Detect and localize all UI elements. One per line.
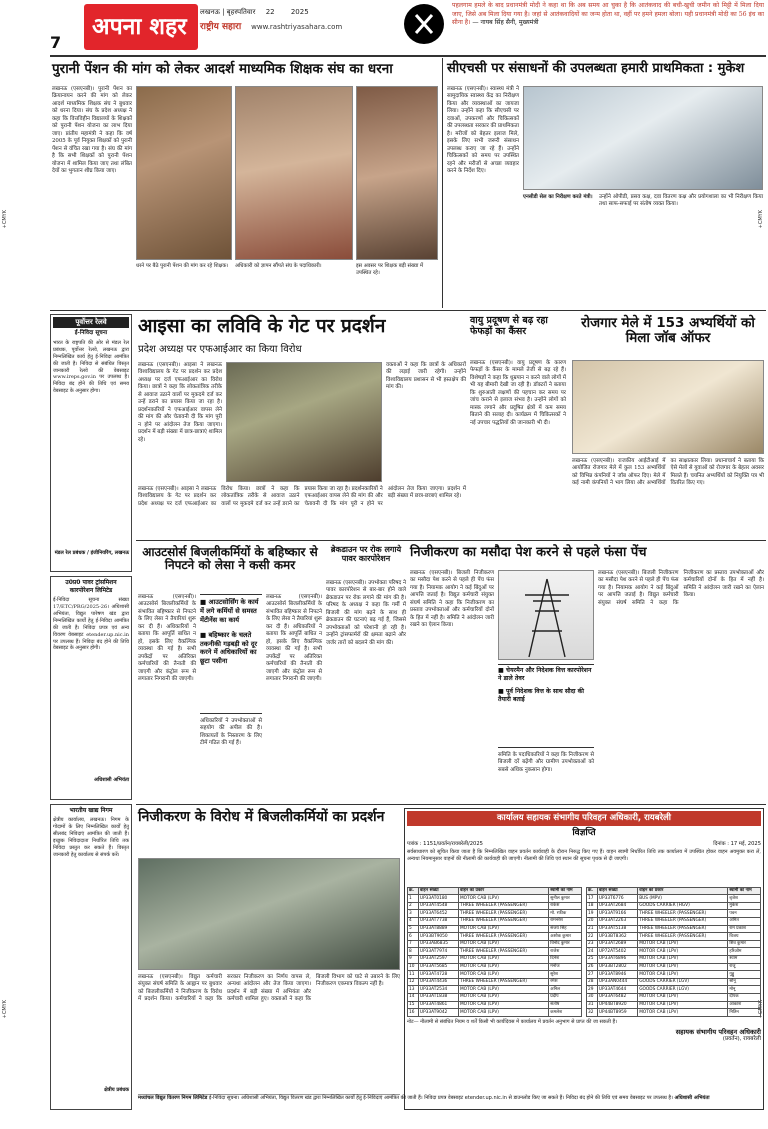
- notice-power-body: ई-निविदा सूचना संख्या 17/ETC/PRG/2025-26। अधिशासी अभियंता, विद्युत पारेषण खंड द्वारा निम्नलिखित कार्यों हेतु ई-निविदा आमंत्रित की जाती है। निविदा प्रपत्र एवं अन्य विवरण वेबसाइट etender.up.nic.in पर उपलब्ध हैं। निविदा बंद होने की तिथि वेबसाइट के अनुसार होगी।: [53, 597, 129, 652]
- story4-body: लखनऊ (एसएनबी)। वायु प्रदूषण के कारण फेफड़ों के कैंसर के मामले तेजी से बढ़ रहे हैं। विशेषज्ञों ने कहा कि धूम्रपान न करने वाले लोगों में भी यह बीमारी देखी जा रही है। डॉक्टरों ने बताया कि शुरुआती लक्षणों की पहचान कर समय पर जांच कराने से इलाज संभव है। उन्होंने लोगों को मास्क लगाने और प्रदूषित क्षेत्रों में कम समय बिताने की सलाह दी। कार्यक्रम में चिकित्सकों ने नई उपचार पद्धतियों की जानकारी भी दी।: [470, 360, 566, 426]
- notice-fci: [50, 804, 132, 1110]
- vigyapti-signatory: सहायक संभागीय परिवहन अधिकारी: [675, 1027, 761, 1036]
- table-row: [587, 940, 761, 948]
- cell-vehicle-no: UP33AT9042: [418, 1009, 458, 1017]
- col-owner: स्वामी का नाम: [728, 887, 761, 895]
- table-row: [408, 993, 582, 1001]
- story9-headline: निजीकरण के विरोध में बिजलीकर्मियों का प्रदर्शन: [138, 809, 385, 825]
- cell-vehicle-no: UP33AT2684: [597, 902, 637, 910]
- cell-owner: शिव कुमार: [728, 940, 761, 948]
- table-row: [408, 940, 582, 948]
- table-row: [587, 925, 761, 933]
- cell-sno: 8: [408, 948, 419, 956]
- story3-subhead: प्रदेश अध्यक्ष पर एफआईआर का किया विरोध: [138, 344, 302, 355]
- notice-railway-subtitle: ई-निविदा सूचना: [74, 330, 108, 337]
- cell-vehicle-no: UP33AT2597: [418, 955, 458, 963]
- cell-sno: 18: [587, 902, 598, 910]
- story5-photo: [572, 360, 764, 454]
- bullet-icon: ■: [200, 598, 209, 606]
- cell-vehicle-no: UP33AT7738: [418, 918, 458, 926]
- cell-owner: सोनू: [728, 978, 761, 986]
- vigyapti-signatory-2: (प्रवर्तन), रायबरेली: [722, 1036, 761, 1043]
- cell-owner: संजय सिंह: [549, 925, 582, 933]
- cell-vehicle-no: UP72AT5402: [597, 948, 637, 956]
- table-row: [408, 978, 582, 986]
- cell-vehicle-no: UP33AT4861: [418, 1001, 458, 1009]
- notice-discom-body: ई-निविदा सूचना। अधिशासी अभियंता, विद्युत वितरण खंड द्वारा निम्नलिखित कार्यों हेतु ई-निविदाएं आमंत्रित की जाती हैं। निविदा प्रपत्र वेबसाइट etender.up.nic.in से डाउनलोड किए जा सकते हैं। निविदा बंद होने की तिथि एवं समय वेबसाइट पर उपलब्ध है।: [208, 1095, 673, 1101]
- cell-vehicle-type: THREE WHEELER (PASSENGER): [458, 978, 548, 986]
- bullet-icon: ■: [200, 630, 209, 639]
- story1-photo-2: [235, 86, 353, 260]
- cell-vehicle-type: THREE WHEELER (PASSENGER): [638, 933, 728, 941]
- cell-vehicle-type: MOTOR CAB (LPV): [638, 948, 728, 956]
- table-row: [408, 910, 582, 918]
- cell-vehicle-type: THREE WHEELER (PASSENGER): [458, 902, 548, 910]
- story3-body-2: वक्ताओं ने कहा कि छात्रों के अधिकारों की लड़ाई जारी रहेगी। उन्होंने विश्वविद्यालय प्रशासन से भी हस्तक्षेप की मांग की।: [386, 362, 466, 391]
- cell-vehicle-type: THREE WHEELER (PASSENGER): [638, 925, 728, 933]
- cell-owner: पवन: [728, 910, 761, 918]
- date-day: 22: [265, 8, 275, 16]
- cell-owner: विनोद कुमार: [549, 940, 582, 948]
- cell-vehicle-type: THREE WHEELER (PASSENGER): [638, 918, 728, 926]
- cell-owner: नितिन: [728, 1009, 761, 1017]
- vigyapti-notice: [404, 808, 764, 1110]
- cell-owner: आकाश: [728, 1001, 761, 1009]
- story1-headline: पुरानी पेंशन की मांग को लेकर आदर्श माध्यमिक शिक्षक संघ का धरना: [52, 61, 393, 77]
- table-row: [408, 986, 582, 994]
- cell-vehicle-type: GOODS CARRIER (LGV): [638, 978, 728, 986]
- story3-body-continued: लखनऊ (एसएनबी)। आइसा ने लखनऊ विश्वविद्यालय के गेट पर प्रदर्शन कर प्रदेश अध्यक्ष पर दर्ज एफआईआर का विरोध किया। छात्रों ने कहा कि लोकतांत्रिक तरीके से आवाज उठाने वालों पर मुकदमे दर्ज कर उन्हें डराने का प्रयास किया जा रहा है। प्रदर्शनकारियों ने एफआईआर वापस लेने की मांग की और चेतावनी दी कि मांग पूरी न होने पर आंदोलन तेज किया जाएगा। प्रदर्शन में बड़ी संख्या में छात्र-छात्राएं शामिल रहे।: [138, 486, 466, 507]
- row-rule-1: [50, 310, 766, 311]
- cell-sno: 9: [408, 955, 419, 963]
- cell-vehicle-type: MOTOR CAB (LPV): [458, 1009, 548, 1017]
- cell-vehicle-no: UP33AT5685: [418, 963, 458, 971]
- date-year: 2025: [290, 8, 309, 16]
- table-row: [587, 902, 761, 910]
- cell-vehicle-type: MOTOR CAB (LPV): [638, 955, 728, 963]
- cell-vehicle-no: UP33AB6835: [418, 940, 458, 948]
- cell-vehicle-type: MOTOR CAB (LPV): [638, 963, 728, 971]
- col-vehicle-type: वाहन का प्रकार: [638, 887, 728, 895]
- cell-owner: दीपक: [728, 993, 761, 1001]
- cell-vehicle-no: UP33AT4436: [418, 978, 458, 986]
- table-row: [408, 948, 582, 956]
- page-number: 7: [50, 33, 62, 52]
- cell-vehicle-type: MOTOR CAB (LPV): [458, 993, 548, 1001]
- cell-sno: 5: [408, 925, 419, 933]
- story5-headline: रोजगार मेले में 153 अभ्यर्थियों को मिला जॉब ऑफर: [581, 315, 755, 347]
- cell-owner: अमित: [728, 918, 761, 926]
- cell-vehicle-type: MOTOR CAB (LPV): [458, 940, 548, 948]
- cell-vehicle-type: MOTOR CAB (LPV): [638, 940, 728, 948]
- cell-vehicle-type: MOTOR CAB (LPV): [458, 986, 548, 994]
- cell-vehicle-no: UP33BT8362: [597, 933, 637, 941]
- paper-url[interactable]: www.rashtriyasahara.com: [251, 22, 343, 31]
- cell-sno: 11: [408, 971, 419, 979]
- cell-owner: दिनेश: [549, 955, 582, 963]
- cell-owner: राजेश: [549, 948, 582, 956]
- story6-body-3: लखनऊ (एसएनबी)। आउटसोर्स बिजलीकर्मियों के संभावित बहिष्कार से निपटने के लिए लेसा ने तैयारियां शुरू कर दी हैं। अधिकारियों ने बताया कि आपूर्ति बाधित न हो, इसके लिए वैकल्पिक व्यवस्था की गई है। सभी उपकेंद्रों पर अतिरिक्त कर्मचारियों की तैनाती की जाएगी और कंट्रोल रूम से लगातार निगरानी की जाएगी।: [266, 594, 322, 682]
- story7-headline: ब्रेकडाउन पर रोक लगाये पावर कारपोरेशन: [330, 545, 402, 563]
- cell-sno: 31: [587, 1001, 598, 1009]
- cell-sno: 6: [408, 933, 419, 941]
- story2-body-2: उन्होंने ओपीडी, प्रसव कक्ष, दवा वितरण कक्ष और प्रयोगशाला का भी निरीक्षण किया तथा साफ-सफाई पर संतोष व्यक्त किया।: [599, 194, 763, 208]
- cell-vehicle-no: UP44BT8959: [597, 1009, 637, 1017]
- cell-owner: अनिल: [549, 986, 582, 994]
- table-row: [408, 971, 582, 979]
- story6-headline: आउटसोर्स बिजलीकर्मियों के बहिष्कार से निपटने को लेसा ने कसी कमर: [142, 545, 318, 573]
- story9-photo: [138, 858, 400, 970]
- story8-photo: [498, 570, 594, 660]
- cell-vehicle-no: UP33T6776: [597, 895, 637, 903]
- cell-vehicle-no: UP33AT5138: [597, 925, 637, 933]
- cell-vehicle-no: UP33AT9166: [597, 910, 637, 918]
- cell-sno: 22: [587, 933, 598, 941]
- story1-photo-1: [136, 86, 232, 260]
- cell-vehicle-no: UP33AT6896: [597, 955, 637, 963]
- paper-name: राष्ट्रीय सहारा: [200, 22, 242, 33]
- cell-owner: रामनरेश: [549, 918, 582, 926]
- notice-fci-footer: क्षेत्रीय प्रबंधक: [104, 1087, 129, 1094]
- notice-railway: [50, 314, 132, 572]
- cell-vehicle-no: UP33AT4728: [418, 971, 458, 979]
- vigyapti-ref-left: पत्रांक : 1151/प्रवर्तन/रायबरेली/2025: [407, 840, 483, 847]
- table-row: [587, 955, 761, 963]
- column-rule-top: [442, 58, 443, 308]
- table-row: [587, 1009, 761, 1017]
- col-vehicle-type: वाहन का प्रकार: [458, 887, 548, 895]
- cell-vehicle-type: THREE WHEELER (PASSENGER): [458, 910, 548, 918]
- table-row: [587, 933, 761, 941]
- table-row: [408, 902, 582, 910]
- notice-railway-body: भारत के राष्ट्रपति की ओर से मंडल रेल प्रबंधक, पूर्वोत्तर रेलवे, लखनऊ द्वारा निम्नलिखित कार्य हेतु ई-निविदा आमंत्रित की जाती है। निविदा से संबंधित विस्तृत जानकारी रेलवे की वेबसाइट www.ireps.gov.in पर उपलब्ध है। निविदा बंद होने की तिथि एवं समय वेबसाइट के अनुसार होगा।: [53, 339, 129, 395]
- table-row: [408, 1001, 582, 1009]
- table-row: [408, 963, 582, 971]
- table-row: [587, 948, 761, 956]
- cell-vehicle-type: MOTOR CAB (LPV): [458, 895, 548, 903]
- cell-owner: रमेश: [549, 978, 582, 986]
- table-row: [408, 1009, 582, 1017]
- story1-body: लखनऊ (एसएनबी)। पुरानी पेंशन का क्रियान्वयन करने की मांग को लेकर आदर्श माध्यमिक शिक्षक संघ ने बुधवार को धरना दिया। संघ के प्रदेश अध्यक्ष ने कहा कि वित्तविहीन विद्यालयों के शिक्षकों को पुरानी पेंशन योजना का लाभ दिया जाए। प्रांतीय महामंत्री ने कहा कि वर्ष 2005 के पूर्व नियुक्त शिक्षकों को पुरानी पेंशन से वंचित रखा गया है। संघ की मांग है कि सभी शिक्षकों को पुरानी पेंशन योजना में शामिल किया जाए तथा लंबित देयों का भुगतान शीघ्र किया जाए।: [52, 86, 132, 174]
- cmyk-mark-right-bottom: +CMYK: [758, 1000, 764, 1019]
- table-row: [408, 918, 582, 926]
- cell-sno: 7: [408, 940, 419, 948]
- cmyk-mark-left-bottom: +CMYK: [2, 1000, 8, 1019]
- cell-vehicle-no: UP33AN0444: [597, 978, 637, 986]
- bullet-icon: ■: [498, 667, 507, 674]
- table-row: [587, 993, 761, 1001]
- cell-sno: 32: [587, 1009, 598, 1017]
- cell-vehicle-no: UP33AT2689: [597, 940, 637, 948]
- story2-caption: एनसीडी सेल का निरीक्षण करते मंत्री।: [523, 194, 593, 200]
- cell-vehicle-no: UP33AT1838: [418, 993, 458, 1001]
- cell-owner: राकेश: [549, 902, 582, 910]
- cell-sno: 4: [408, 918, 419, 926]
- cell-vehicle-type: MOTOR CAB (LPV): [458, 1001, 548, 1009]
- cell-owner: मोनू: [728, 986, 761, 994]
- cell-vehicle-no: UP33AT2534: [418, 986, 458, 994]
- cell-sno: 1: [408, 895, 419, 903]
- cell-vehicle-type: MOTOR CAB (LPV): [638, 971, 728, 979]
- cell-sno: 19: [587, 910, 598, 918]
- cell-vehicle-no: UP33AT8889: [418, 925, 458, 933]
- notice-power-footer: अधिशासी अभियंता: [94, 777, 129, 784]
- col-sno: क्र.: [408, 887, 419, 895]
- table-row: [408, 925, 582, 933]
- table-row: [587, 918, 761, 926]
- story6-body: लखनऊ (एसएनबी)। आउटसोर्स बिजलीकर्मियों के संभावित बहिष्कार से निपटने के लिए लेसा ने तैयारियां शुरू कर दी हैं। अधिकारियों ने बताया कि आपूर्ति बाधित न हो, इसके लिए वैकल्पिक व्यवस्था की गई है। सभी उपकेंद्रों पर अतिरिक्त कर्मचारियों की तैनाती की जाएगी और कंट्रोल रूम से लगातार निगरानी की जाएगी।: [138, 594, 196, 682]
- cell-vehicle-type: MOTOR CAB (LPV): [458, 955, 548, 963]
- story8-body-3: लखनऊ (एसएनबी)। बिजली निजीकरण का मसौदा पेश करने से पहले ही पेंच फंस गया है। नियामक आयोग ने कई बिंदुओं पर आपत्ति जताई है। विद्युत कर्मचारी संयुक्त संघर्ष समिति ने कहा कि निजीकरण का प्रस्ताव उपभोक्ताओं और कर्मचारियों दोनों के हित में नहीं है। समिति ने आंदोलन जारी रखने का ऐलान किया।: [598, 570, 764, 606]
- cell-sno: 17: [587, 895, 598, 903]
- story4-headline: वायु प्रदूषण से बढ़ रहा फेफड़ों का कैंसर: [470, 315, 548, 337]
- brand-banner: [84, 4, 198, 50]
- cell-sno: 2: [408, 902, 419, 910]
- story1-caption-2: अधिकारी को ज्ञापन सौंपते संघ के पदाधिकारी।: [235, 263, 322, 269]
- cell-vehicle-type: MOTOR CAB (LPV): [458, 925, 548, 933]
- story3-body: लखनऊ (एसएनबी)। आइसा ने लखनऊ विश्वविद्यालय के गेट पर प्रदर्शन कर प्रदेश अध्यक्ष पर दर्ज एफआईआर का विरोध किया। छात्रों ने कहा कि लोकतांत्रिक तरीके से आवाज उठाने वालों पर मुकदमे दर्ज कर उन्हें डराने का प्रयास किया जा रहा है। प्रदर्शनकारियों ने एफआईआर वापस लेने की मांग की और चेतावनी दी कि मांग पूरी न होने पर आंदोलन तेज किया जाएगा। प्रदर्शन में बड़ी संख्या में छात्र-छात्राएं शामिल रहे।: [138, 362, 222, 443]
- cell-vehicle-type: GOODS CARRIER (LGV): [638, 986, 728, 994]
- story8-quote-1: चेयरमैन और निदेशक वित्त कारपोरेशन ने डाले तेवर: [498, 667, 592, 683]
- cell-vehicle-no: UP33AT4548: [418, 902, 458, 910]
- x-logo-icon: [404, 4, 444, 44]
- story5-body: लखनऊ (एसएनबी)। राजकीय आईटीआई में आयोजित रोजगार मेले में कुल 153 अभ्यर्थियों को विभिन्न कंपनियों ने जॉब ऑफर दिए। मेले में कई नामी कंपनियों ने भाग लिया और अभ्यर्थियों का साक्षात्कार लिया। प्रधानाचार्य ने बताया कि ऐसे मेलों से युवाओं को रोजगार के बेहतर अवसर मिलते हैं। चयनित अभ्यर्थियों को नियुक्ति पत्र भी वितरित किए गए।: [572, 458, 764, 487]
- power-tower-icon: [499, 571, 595, 661]
- cell-owner: विजय: [728, 933, 761, 941]
- story8-highlights: [498, 664, 594, 748]
- cell-vehicle-no: UP33AT6452: [418, 910, 458, 918]
- notice-fci-body: क्षेत्रीय कार्यालय, लखनऊ। निगम के गोदामों के लिए निम्नलिखित कार्यों हेतु सीलबंद निविदाएं आमंत्रित की जाती हैं। इच्छुक निविदादाता निर्धारित तिथि तक निविदा प्रस्तुत कर सकते हैं। विस्तृत जानकारी हेतु कार्यालय से संपर्क करें।: [53, 817, 129, 858]
- notice-railway-footer: मंडल रेल प्रबंधक / इंजीनियरिंग, लखनऊ: [54, 549, 129, 556]
- story8-body: लखनऊ (एसएनबी)। बिजली निजीकरण का मसौदा पेश करने से पहले ही पेंच फंस गया है। नियामक आयोग ने कई बिंदुओं पर आपत्ति जताई है। विद्युत कर्मचारी संयुक्त संघर्ष समिति ने कहा कि निजीकरण का प्रस्ताव उपभोक्ताओं और कर्मचारियों दोनों के हित में नहीं है। समिति ने आंदोलन जारी रखने का ऐलान किया।: [410, 570, 494, 629]
- story8-quote-2: पूर्व निदेशक वित्त के साथ सौदा की तैयारी बताई: [498, 687, 585, 704]
- cell-sno: 20: [587, 918, 598, 926]
- notice-power-title: उ0प्र0 पावर ट्रांसमिशन कारपोरेशन लिमिटेड: [65, 579, 117, 595]
- story8-headline: निजीकरण का मसौदा पेश करने से पहले फंसा पेंच: [410, 545, 647, 560]
- cell-sno: 23: [587, 940, 598, 948]
- vigyapti-note: नोट— नीलामी से संबंधित नियम व शर्तें किसी भी कार्यदिवस में कार्यालय में प्रवर्तन अनुभाग से प्राप्त की जा सकती हैं।: [407, 1018, 618, 1025]
- cell-vehicle-type: MOTOR CAB (LPV): [638, 993, 728, 1001]
- table-row: [587, 910, 761, 918]
- cell-vehicle-no: UP33AT2263: [597, 918, 637, 926]
- cell-vehicle-type: MOTOR CAB (LPV): [458, 971, 548, 979]
- cell-sno: 12: [408, 978, 419, 986]
- notice-railway-title: पूर्वोत्तर रेलवे: [53, 317, 129, 328]
- notice-power: [50, 576, 132, 800]
- col-vehicle-no: वाहन संख्या: [597, 887, 637, 895]
- story1-caption-1: धरने पर बैठे पुरानी पेंशन की मांग कर रहे शिक्षक।: [136, 263, 229, 269]
- story7-body: लखनऊ (एसएनबी)। उपभोक्ता परिषद ने पावर कारपोरेशन से बार-बार होने वाले ब्रेकडाउन पर रोक लगाने की मांग की है। परिषद के अध्यक्ष ने कहा कि गर्मी में बिजली की मांग बढ़ने के साथ ही ब्रेकडाउन की घटनाएं बढ़ गई हैं, जिससे उपभोक्ताओं को परेशानी हो रही है। उन्होंने ट्रांसफार्मरों की क्षमता बढ़ाने और जर्जर तारों को बदलने की मांग की।: [326, 580, 406, 646]
- cell-vehicle-no: UP33AT8946: [597, 971, 637, 979]
- cmyk-mark-right-top: +CMYK: [758, 210, 764, 229]
- cell-vehicle-type: MOTOR CAB (LPV): [638, 1009, 728, 1017]
- notice-fci-title: भारतीय खाद्य निगम: [69, 807, 113, 814]
- cell-owner: राजू: [728, 963, 761, 971]
- cmyk-mark-left-top: +CMYK: [2, 210, 8, 229]
- cell-owner: मुकेश: [728, 902, 761, 910]
- cell-sno: 26: [587, 963, 598, 971]
- cell-vehicle-type: THREE WHEELER (PASSENGER): [458, 918, 548, 926]
- story9-body: लखनऊ (एसएनबी)। विद्युत कर्मचारी संयुक्त संघर्ष समिति के आह्वान पर बुधवार को बिजलीकर्मियों ने निजीकरण के विरोध में प्रदर्शन किया। कर्मचारियों ने कहा कि सरकार निजीकरण का निर्णय वापस ले, अन्यथा आंदोलन और तेज किया जाएगा। प्रदर्शन में बड़ी संख्या में अभियंता और कर्मचारी शामिल हुए। वक्ताओं ने कहा कि बिजली विभाग को घाटे से उबारने के लिए निजीकरण एकमात्र विकल्प नहीं है।: [138, 974, 400, 1003]
- col-sno: क्र.: [587, 887, 598, 895]
- cell-sno: 16: [408, 1009, 419, 1017]
- row-rule-2: [136, 540, 766, 541]
- vehicle-table-right: [586, 887, 761, 1017]
- table-row: [587, 1001, 761, 1009]
- cell-sno: 21: [587, 925, 598, 933]
- story1-photo-3: [356, 86, 438, 260]
- cell-sno: 15: [408, 1001, 419, 1009]
- vigyapti-ref-right: दिनांक : 17 मई, 2025: [713, 840, 761, 847]
- story2-body: लखनऊ (एसएनबी)। स्वास्थ्य मंत्री ने सामुदायिक स्वास्थ्य केंद्र का निरीक्षण किया और व्यवस्थाओं का जायजा लिया। उन्होंने कहा कि सीएचसी पर दवाओं, उपकरणों और चिकित्सकों की उपलब्धता सरकार की प्राथमिकता है। मरीजों को बेहतर इलाज मिले, इसके लिए सभी जरूरी संसाधन उपलब्ध कराए जा रहे हैं। उन्होंने चिकित्सकों को समय पर उपस्थित रहने और मरीजों से अच्छा व्यवहार करने के निर्देश दिए।: [447, 86, 519, 174]
- x-post-author: — नायब सिंह सैनी, मुख्यमंत्री: [472, 19, 539, 27]
- brand-title: अपना शहर: [92, 14, 187, 40]
- row-rule-3: [136, 804, 766, 805]
- x-post-text: पहलगाम हमले के बाद प्रधानमंत्री मोदी ने कहा था कि अब समय आ चुका है कि आतंकवाद की बची-खुची जमीन को मिट्टी में मिला दिया जाए, जिसे अब मिला दिया गया है। जहां से आतंकवादियों का जन्म होता था, वहीं पर हमने हमला बोला। यही प्रधानमंत्री मोदी का 56 इंच का सीना है।: [452, 2, 764, 27]
- cell-vehicle-no: UP44BT8920: [597, 1001, 637, 1009]
- cell-sno: 3: [408, 910, 419, 918]
- cell-sno: 14: [408, 993, 419, 1001]
- cell-owner: मो. रफीक: [549, 910, 582, 918]
- vigyapti-title: विज्ञप्ति: [572, 828, 596, 839]
- cell-owner: मनोज: [549, 963, 582, 971]
- cell-owner: बृजेश: [728, 895, 761, 903]
- table-row: [408, 895, 582, 903]
- cell-sno: 29: [587, 986, 598, 994]
- cell-vehicle-type: THREE WHEELER (PASSENGER): [458, 933, 548, 941]
- cell-vehicle-type: BUS (MPV): [638, 895, 728, 903]
- bullet-icon: ■: [498, 687, 507, 695]
- cell-sno: 25: [587, 955, 598, 963]
- cell-owner: राम प्रकाश: [728, 925, 761, 933]
- cell-vehicle-no: UP33AT7974: [418, 948, 458, 956]
- cell-owner: प्रदीप: [549, 993, 582, 1001]
- notice-discom: [138, 1094, 710, 1108]
- cell-vehicle-type: GOODS CARRIER (HGV): [638, 902, 728, 910]
- cell-sno: 24: [587, 948, 598, 956]
- cell-vehicle-no: UP33BT9050: [418, 933, 458, 941]
- cell-vehicle-no: UP33AT4644: [597, 986, 637, 994]
- story2-photo: [523, 86, 763, 190]
- story1-caption-3: इस अवसर पर शिक्षक बड़ी संख्या में उपस्थित रहे।: [356, 263, 424, 276]
- cell-owner: सुनील कुमार: [549, 895, 582, 903]
- cell-sno: 10: [408, 963, 419, 971]
- story3-photo: [226, 362, 382, 482]
- story6-highlights: [200, 594, 262, 714]
- cell-vehicle-type: THREE WHEELER (PASSENGER): [638, 910, 728, 918]
- col-vehicle-no: वाहन संख्या: [418, 887, 458, 895]
- cell-vehicle-type: THREE WHEELER (PASSENGER): [458, 948, 548, 956]
- cell-sno: 28: [587, 978, 598, 986]
- story3-headline: आइसा का लविवि के गेट पर प्रदर्शन: [138, 315, 386, 337]
- cell-sno: 27: [587, 971, 598, 979]
- cell-vehicle-type: MOTOR CAB (LPV): [458, 963, 548, 971]
- edition-label: लखनऊ | बृहस्पतिवार: [200, 8, 256, 16]
- cell-owner: कमलेश: [549, 1009, 582, 1017]
- table-row: [408, 933, 582, 941]
- story6-body-2: अधिकारियों ने उपभोक्ताओं से सहयोग की अपील की है। शिकायतों के निस्तारण के लिए टीमें गठित की गई हैं।: [200, 718, 262, 747]
- cell-vehicle-no: UP33AT0180: [418, 895, 458, 903]
- cell-owner: श्याम: [728, 955, 761, 963]
- story2-headline: सीएचसी पर संसाधनों की उपलब्धता हमारी प्राथमिकता : मुकेश: [447, 61, 745, 76]
- masthead-rule: [50, 55, 766, 57]
- table-row: [587, 986, 761, 994]
- cell-sno: 13: [408, 986, 419, 994]
- masthead-center: [200, 8, 410, 46]
- table-row: [587, 963, 761, 971]
- table-row: [587, 971, 761, 979]
- vehicle-table-left: [407, 887, 582, 1017]
- cell-vehicle-no: UP33AT6482: [597, 993, 637, 1001]
- table-row: [408, 955, 582, 963]
- table-row: [587, 895, 761, 903]
- cell-owner: सुरेश: [549, 971, 582, 979]
- vigyapti-intro: सर्वसाधारण को सूचित किया जाता है कि निम्नलिखित वाहन प्रवर्तन कार्यवाही के दौरान निरुद्ध किए गए हैं। वाहन स्वामी निर्धारित तिथि तक कार्यालय में उपस्थित होकर वाहन अवमुक्त करा लें, अन्यथा नियमानुसार वाहनों की नीलामी की कार्यवाही की जाएगी। नीलामी की तिथि एवं स्थान की सूचना पृथक से दी जाएगी।: [407, 848, 761, 862]
- col-owner: स्वामी का नाम: [549, 887, 582, 895]
- notice-discom-title: मध्यांचल विद्युत वितरण निगम लिमिटेड: [138, 1095, 208, 1101]
- notice-discom-footer: अधिशासी अभियंता: [674, 1095, 710, 1101]
- cell-sno: 30: [587, 993, 598, 1001]
- cell-vehicle-no: UP33BT2802: [597, 963, 637, 971]
- cell-owner: संतोष: [549, 1001, 582, 1009]
- table-row: [587, 978, 761, 986]
- vigyapti-office: कार्यालय सहायक संभागीय परिवहन अधिकारी, रायबरेली: [407, 811, 761, 826]
- story6-bullet-1: आउटसोर्सिंग के कार्य में लगे कर्मियों से समस्त मेंटीनेंस का कार्य: [200, 598, 259, 624]
- cell-owner: अशोक कुमार: [549, 933, 582, 941]
- x-post-quote: [452, 2, 764, 52]
- story6-bullet-2: बहिष्कार के चलते तकनीकी गड़बड़ी को दूर करने में अधिकारियों का छूटा पसीना: [200, 630, 258, 666]
- cell-owner: हरिओम: [728, 948, 761, 956]
- story8-body-2: समिति के पदाधिकारियों ने कहा कि निजीकरण से बिजली दरें बढ़ेंगी और ग्रामीण उपभोक्ताओं को सबसे अधिक नुकसान होगा।: [498, 752, 594, 773]
- cell-owner: गुड्डू: [728, 971, 761, 979]
- cell-vehicle-type: MOTOR CAB (LPV): [638, 1001, 728, 1009]
